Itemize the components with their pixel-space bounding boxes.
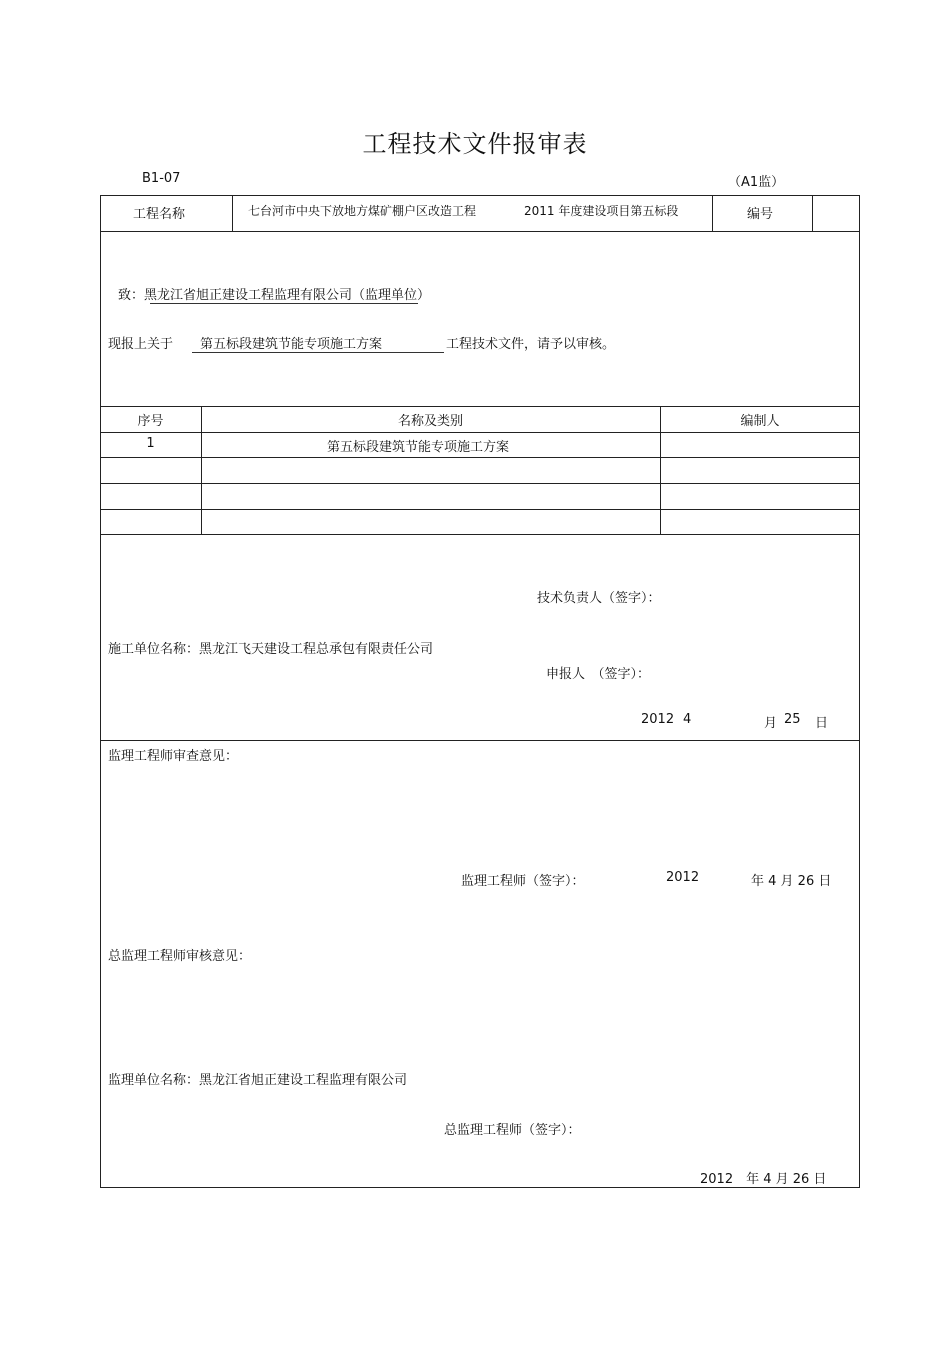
- project-name-label: 工程名称: [133, 207, 186, 222]
- supervisor-unit: 监理单位名称：黑龙江省旭正建设工程监理有限公司: [108, 1073, 408, 1088]
- divider: [100, 457, 860, 458]
- contractor-date-day: 25: [784, 712, 801, 727]
- divider: [100, 231, 860, 232]
- engineer-date-rest: 年 4 月 26 日: [751, 874, 832, 889]
- contractor-date-day-unit: 日: [815, 716, 829, 731]
- divider: [100, 740, 860, 741]
- underline: [192, 352, 444, 353]
- reporter-sign-label: 申报人 （签字）：: [546, 667, 651, 682]
- table-header-name: 名称及类别: [397, 414, 463, 429]
- form-code: B1-07: [142, 171, 181, 186]
- report-suffix: 工程技术文件，请予以审核。: [446, 337, 616, 352]
- contractor-date-year: 2012: [641, 712, 675, 727]
- divider: [100, 483, 860, 484]
- number-label: 编号: [747, 207, 774, 222]
- table-header-author: 编制人: [740, 414, 780, 429]
- divider: [100, 406, 860, 407]
- table-row-name: 第五标段建筑节能专项施工方案: [326, 440, 509, 455]
- engineer-review-label: 监理工程师审查意见：: [108, 749, 239, 764]
- divider: [232, 195, 233, 232]
- project-name-value-2: 2011 年度建设项目第五标段: [524, 204, 679, 218]
- contractor-unit: 施工单位名称：黑龙江飞天建设工程总承包有限责任公司: [108, 642, 434, 657]
- chief-review-label: 总监理工程师审核意见：: [108, 949, 252, 964]
- divider: [712, 195, 713, 232]
- chief-sign-label: 总监理工程师（签字）：: [444, 1123, 581, 1138]
- table-row-seq: 1: [146, 436, 155, 451]
- contractor-date-month-unit: 月: [764, 716, 778, 731]
- chief-date: 2012 年 4 月 26 日: [700, 1172, 827, 1187]
- tech-lead-sign-label: 技术负责人（签字）：: [537, 591, 661, 606]
- divider: [812, 195, 813, 232]
- table-header-seq: 序号: [137, 414, 164, 429]
- project-name-value: 七台河市中央下放地方煤矿棚户区改造工程: [248, 204, 477, 218]
- underline: [150, 303, 418, 304]
- to-text: 致：黑龙江省旭正建设工程监理有限公司（监理单位）: [118, 288, 431, 303]
- divider: [100, 432, 860, 433]
- divider: [100, 534, 860, 535]
- form-tag: （A1监）: [728, 175, 785, 190]
- contractor-date-month: 4: [683, 712, 692, 727]
- report-subject: 第五标段建筑节能专项施工方案: [200, 337, 383, 352]
- report-prefix: 现报上关于: [108, 337, 174, 352]
- page-title: 工程技术文件报审表: [362, 130, 588, 158]
- engineer-sign-label: 监理工程师（签字）：: [461, 874, 585, 889]
- engineer-date-year: 2012: [666, 870, 700, 885]
- divider: [100, 509, 860, 510]
